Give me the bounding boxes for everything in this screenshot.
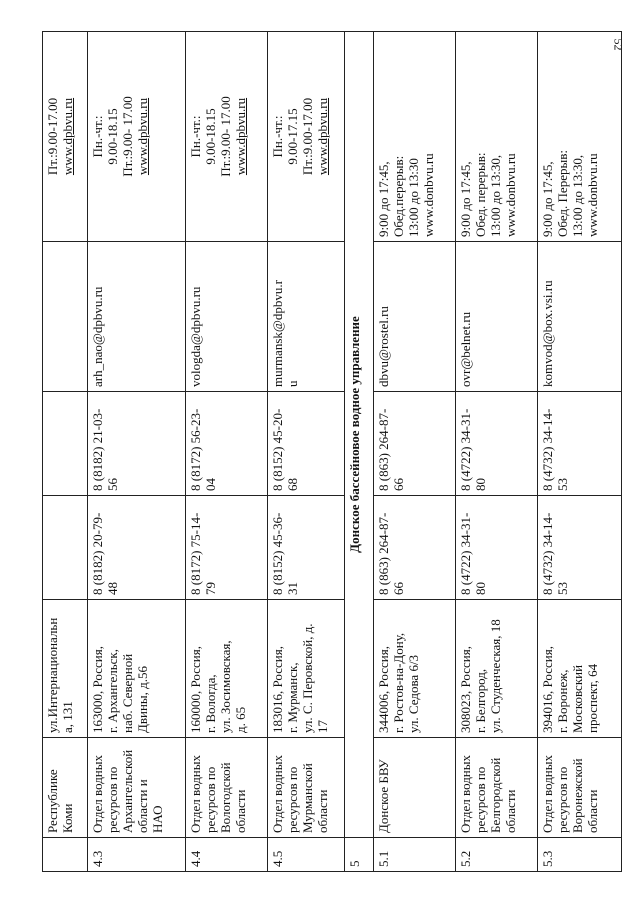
website-link[interactable]: www.donbvu.ru <box>502 153 518 237</box>
table-row <box>87 32 185 872</box>
phone: 8 (8182) 20-79- 48 <box>87 496 185 600</box>
phone: 8 (4722) 34-31- 80 <box>455 496 537 600</box>
email[interactable]: murmansk@dpbvu.r u <box>268 242 345 392</box>
address: 160000, Россия, г. Вологда, ул. Зосимовская, д. 65 <box>185 600 267 738</box>
organization-name: Отдел водных ресурсов по Вологодской области <box>185 738 267 838</box>
contacts-table <box>42 31 622 872</box>
table-row <box>537 32 621 872</box>
website-link[interactable]: www.donbvu.ru <box>420 153 436 237</box>
organization-name: Донское БВУ <box>373 738 455 838</box>
phone: 8 (8172) 75-14- 79 <box>185 496 267 600</box>
phone: 8 (8152) 45-36- 31 <box>268 496 345 600</box>
address: 163000, Россия, г. Архангельск, наб. Северной Двины, д.56 <box>87 600 185 738</box>
section-row <box>345 32 373 872</box>
schedule-text: 9:00 до 17:45, Обед. перерыв: 13:00 до 13:30, <box>457 152 503 237</box>
phone: 8 (4732) 34-14- 53 <box>537 496 621 600</box>
address: 183016, Россия, г. Мурманск, ул. С. Перовской, д. 17 <box>268 600 345 738</box>
website-link[interactable]: www.dpbvu.ru <box>134 97 150 176</box>
schedule-text: Пн.-чт.: 9.00-17.15 Пт.:9.00-17.00 <box>270 97 315 176</box>
working-hours <box>87 32 185 242</box>
working-hours <box>185 32 267 242</box>
fax: 8 (863) 264-87- 66 <box>373 392 455 496</box>
schedule-text: Пт.:9.00-17.00 <box>45 97 60 176</box>
schedule-text: Пн.-чт.: 9.00-18.15 Пт.:9.00- 17.00 <box>89 96 135 177</box>
email[interactable]: ovr@belnet.ru <box>455 242 537 392</box>
fax: 8 (4732) 34-14- 53 <box>537 392 621 496</box>
schedule-text: 9:00 до 17:45, Обед.перерыв: 13:00 до 13:30 <box>375 155 421 237</box>
working-hours <box>373 32 455 242</box>
address: 344006, Россия, г. Ростов-на-Дону, ул. Седова 6/3 <box>373 600 455 738</box>
fax: 8 (8152) 45-20- 68 <box>268 392 345 496</box>
schedule-text: 9:00 до 17:45, Обед. Перерыв: 13:00 до 13:30, <box>539 150 585 237</box>
section-title: Донское бассейновое водное управление <box>345 32 373 838</box>
organization-name: Отдел водных ресурсов по Воронежской области <box>537 738 621 838</box>
schedule-text: Пн.-чт.: 9.00-18.15 Пт.:9.00- 17.00 <box>187 96 233 177</box>
row-number: 5.2 <box>455 838 537 872</box>
fax: 8 (4722) 34-31- 80 <box>455 392 537 496</box>
table-row <box>43 32 88 872</box>
organization-name: Республике Коми <box>43 738 88 838</box>
row-number: 4.4 <box>185 838 267 872</box>
fax <box>43 392 88 496</box>
table-row <box>455 32 537 872</box>
working-hours <box>43 32 88 242</box>
row-number: 5.3 <box>537 838 621 872</box>
section-number: 5 <box>345 838 373 872</box>
fax: 8 (8172) 56-23- 04 <box>185 392 267 496</box>
organization-name: Отдел водных ресурсов по Архангельской области и НАО <box>87 738 185 838</box>
website-link[interactable]: www.dpbvu.ru <box>60 97 75 176</box>
address: 308023, Россия, г. Белгород, ул. Студенческая, 18 <box>455 600 537 738</box>
website-link[interactable]: www.dpbvu.ru <box>315 97 330 176</box>
working-hours <box>537 32 621 242</box>
website-link[interactable]: www.donbvu.ru <box>584 153 600 237</box>
email[interactable]: arh_nao@dpbvu.ru <box>87 242 185 392</box>
row-number <box>43 838 88 872</box>
working-hours <box>455 32 537 242</box>
organization-name: Отдел водных ресурсов по Мурманской области <box>268 738 345 838</box>
row-number: 4.3 <box>87 838 185 872</box>
email[interactable]: dbvu@rostel.ru <box>373 242 455 392</box>
rotated-table-container <box>42 32 622 872</box>
address: 394016, Россия, г. Воронеж, Московский проспект, 64 <box>537 600 621 738</box>
table-row <box>268 32 345 872</box>
phone <box>43 496 88 600</box>
row-number: 4.5 <box>268 838 345 872</box>
organization-name: Отдел водных ресурсов по Белгородской области <box>455 738 537 838</box>
table-row <box>185 32 267 872</box>
website-link[interactable]: www.dpbvu.ru <box>232 97 248 176</box>
email[interactable]: komvod@box.vsi.ru <box>537 242 621 392</box>
email[interactable] <box>43 242 88 392</box>
email[interactable]: vologda@dpbvu.ru <box>185 242 267 392</box>
row-number: 5.1 <box>373 838 455 872</box>
address: ул.Интернациональн а, 131 <box>43 600 88 738</box>
fax: 8 (8182) 21-03- 56 <box>87 392 185 496</box>
working-hours <box>268 32 345 242</box>
page-number: 52 <box>611 38 626 51</box>
table-row <box>373 32 455 872</box>
phone: 8 (863) 264-87- 66 <box>373 496 455 600</box>
